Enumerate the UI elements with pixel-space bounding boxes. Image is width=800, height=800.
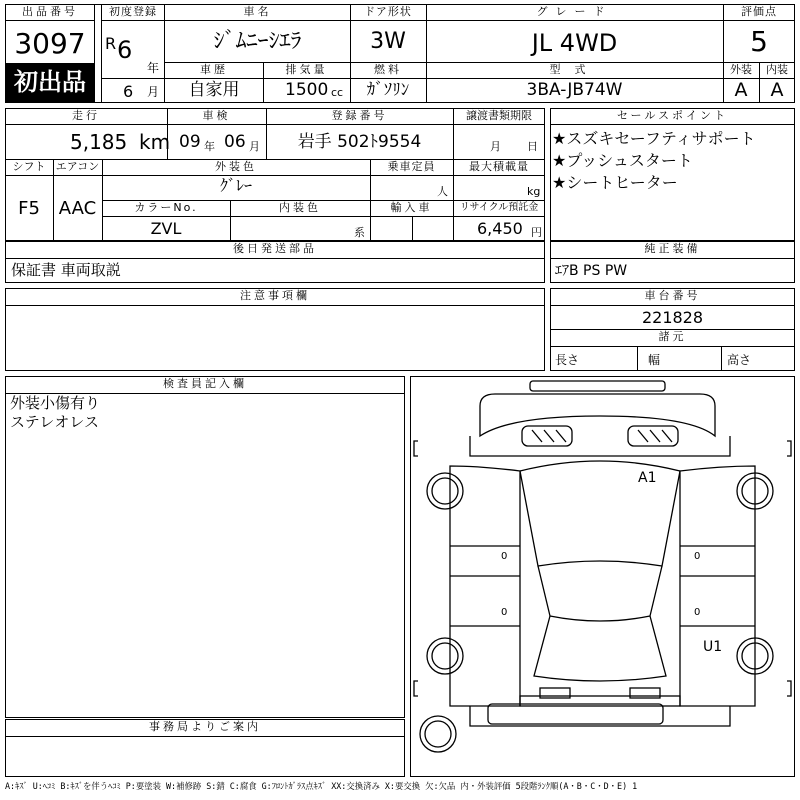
sales-point-item: ★スズキセーフティサポート (552, 129, 756, 148)
fuel-header: 燃料 (374, 63, 402, 76)
color-no: ZVL (150, 219, 182, 238)
model-header: 型式 (549, 63, 600, 76)
zero-mark: 0 (694, 551, 701, 562)
first-reg-header: 初度登録 (109, 5, 157, 18)
inspector-header: 検査員記入欄 (163, 377, 247, 390)
inspection-year: 09 (179, 132, 201, 152)
shift: F5 (18, 198, 40, 219)
spec-height: 高さ (727, 353, 752, 367)
int-grade: A (770, 79, 784, 101)
sales-point-item: ★シートヒーター (552, 173, 678, 192)
first-reg-month-unit: 月 (147, 85, 160, 99)
first-listing-text: 初出品 (14, 68, 86, 96)
ext-color-header: 外装色 (215, 160, 257, 173)
first-reg-month: 6 (123, 82, 134, 101)
car-name: ｼﾞﾑﾆｰｼｴﾗ (213, 29, 302, 54)
history-header: 車歴 (200, 63, 228, 76)
aircon: AAC (58, 198, 97, 219)
ext-color: ｸﾞﾚｰ (219, 176, 252, 195)
import-header: 輸入車 (390, 201, 433, 214)
later-parts: 保証書 車両取説 (11, 261, 121, 279)
score: 5 (750, 25, 768, 58)
inspector-line: 外装小傷有り (10, 394, 101, 412)
zero-mark: 0 (501, 551, 508, 562)
ext-grade-header: 外装 (730, 63, 752, 76)
zero-mark: 0 (501, 607, 508, 618)
int-color-unit: 系 (354, 226, 365, 239)
later-parts-header: 後日発送部品 (233, 242, 317, 255)
capacity-header: 乗車定員 (387, 160, 436, 173)
office-header: 事務局よりご案内 (149, 720, 261, 733)
sales-point-item: ★プッシュスタート (552, 151, 693, 170)
door-header: ドア形状 (364, 5, 412, 18)
displacement: 1500 (285, 80, 329, 100)
recycle-amount: 6,450 (477, 219, 523, 238)
mileage: 5,185 (70, 130, 128, 154)
history: 自家用 (188, 80, 240, 100)
sales-points-header: セールスポイント (616, 109, 728, 122)
car-name-header: 車名 (243, 5, 272, 18)
specs-header: 諸元 (658, 330, 687, 343)
damage-mark-u1: U1 (703, 639, 723, 655)
model-code: 3BA-JB74W (526, 80, 623, 100)
displacement-unit: cc (331, 86, 344, 99)
grade-header: グレード (536, 5, 613, 18)
fuel: ｶﾞｿﾘﾝ (366, 80, 410, 100)
damage-mark-a1: A1 (638, 470, 657, 486)
inspector-line: ステレオレス (10, 413, 99, 431)
lot-header: 出品番号 (22, 5, 78, 18)
int-grade-header: 内装 (766, 63, 788, 76)
capacity-unit: 人 (437, 185, 448, 198)
door-type: 3W (370, 29, 406, 54)
equipment-header: 純正装備 (644, 242, 701, 255)
inspection-month-unit: 月 (249, 140, 260, 153)
lot-number: 3097 (14, 27, 86, 60)
transfer-day-unit: 日 (527, 140, 538, 153)
shift-header: シフト (12, 160, 46, 173)
grade: JL 4WD (531, 29, 618, 57)
transfer-month-unit: 月 (490, 140, 501, 153)
inspection-year-unit: 年 (204, 140, 215, 153)
first-reg-year: 6 (117, 36, 133, 64)
damage-legend: A:ｷｽﾞ U:ﾍｺﾐ B:ｷｽﾞを伴うﾍｺﾐ P:要塗装 W:補修跡 S:錆 C:腐食 G:ﾌﾛﾝﾄｶﾞﾗｽ点ｷｽﾞ XX:交換済み X:要交換 欠:欠品 内・外装評価 5段階ﾗﾝｸ順(A・B・C・D・E) 1 (5, 781, 638, 791)
ext-grade: A (734, 79, 748, 101)
recycle-unit: 円 (531, 226, 542, 239)
inspection-month: 06 (224, 132, 246, 152)
plate-header: 登録番号 (331, 109, 388, 122)
equipment: ｴｱB PS PW (555, 263, 628, 279)
chassis-header: 車台番号 (644, 289, 701, 302)
spec-width: 幅 (648, 353, 661, 367)
zero-mark: 0 (694, 607, 701, 618)
chassis-number: 221828 (641, 308, 704, 327)
inspection-header: 車検 (202, 109, 231, 122)
mileage-header: 走行 (72, 109, 100, 122)
recycle-header: リサイクル預託金 (459, 202, 539, 213)
int-color-header: 内装色 (279, 201, 321, 214)
first-reg-year-unit: 年 (147, 61, 160, 75)
car-diagram (410, 376, 795, 777)
load-unit: kg (527, 185, 541, 198)
spec-length: 長さ (555, 353, 580, 367)
first-reg-era: R (105, 34, 117, 53)
load-header: 最大積載量 (469, 160, 529, 173)
plate-number: 岩手 502ﾄ9554 (297, 132, 422, 152)
transfer-doc-header: 譲渡書類期限 (466, 109, 532, 122)
aircon-header: エアコン (55, 160, 100, 173)
color-no-header: カラーNo. (134, 201, 198, 214)
notes-header: 注意事項欄 (240, 289, 310, 302)
mileage-unit: km (139, 130, 171, 154)
displacement-header: 排気量 (285, 63, 328, 76)
score-header: 評価点 (741, 5, 777, 18)
